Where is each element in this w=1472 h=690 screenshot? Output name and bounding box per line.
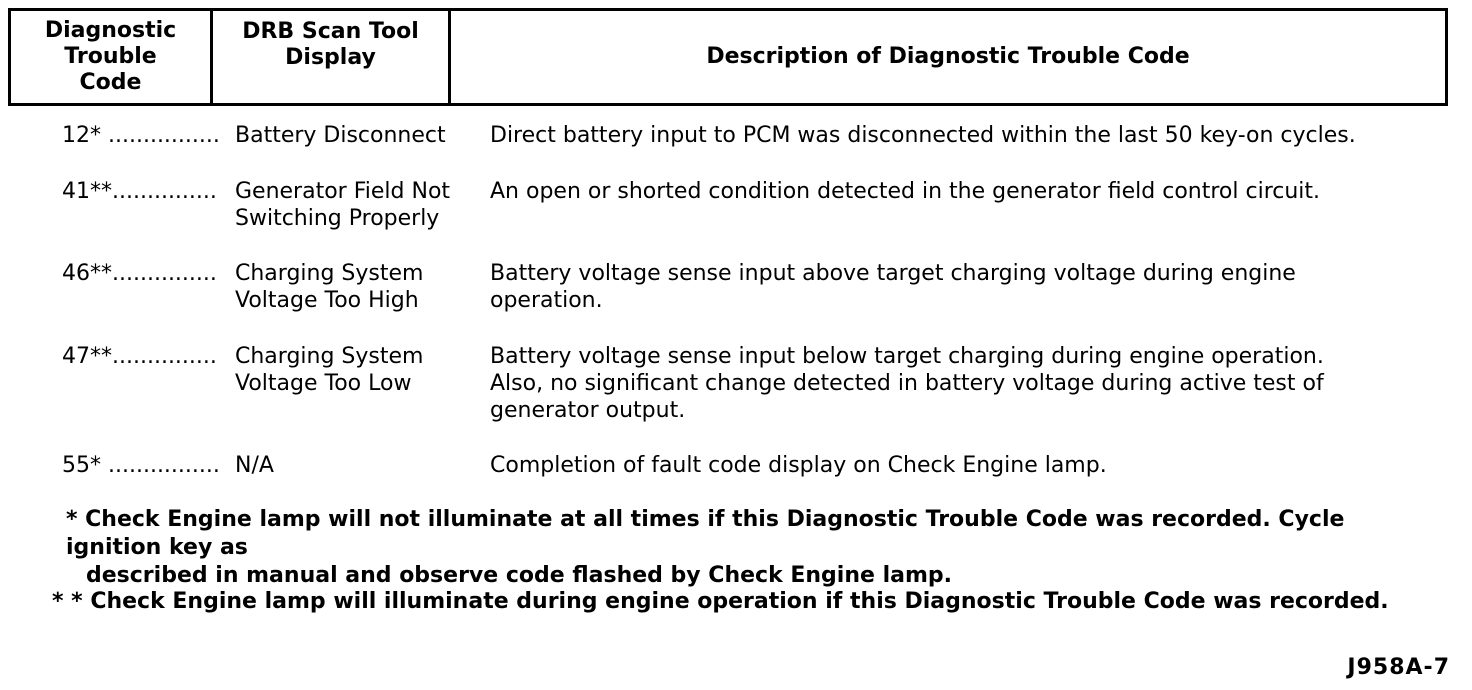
row-display-line: Voltage Too Low	[235, 371, 412, 396]
header-code-line-2: Trouble	[64, 44, 157, 69]
row-display-line: N/A	[235, 453, 274, 478]
footnote-single-star	[66, 506, 1416, 590]
header-code-line-3: Code	[79, 70, 142, 95]
header-description-column	[451, 11, 1445, 103]
footnote-line: * Check Engine lamp will not illuminate at all times if this Diagnostic Trouble Code was recorded. Cycle ignition key as	[66, 507, 1345, 560]
header-display-line-2: Display	[285, 45, 376, 70]
row-description-line: generator output.	[490, 398, 686, 423]
table-header	[8, 8, 1448, 106]
row-description	[490, 260, 1390, 314]
row-display-line: Charging System	[235, 344, 424, 369]
footnote-double-star: * * Check Engine lamp will illuminate during engine operation if this Diagnostic Trouble Code was recorded.	[52, 589, 1389, 614]
row-description-line: Completion of fault code display on Check Engine lamp.	[490, 453, 1107, 478]
row-code: 47**...............	[62, 344, 217, 369]
row-description	[490, 178, 1390, 205]
header-display-column	[213, 11, 451, 103]
row-description	[490, 452, 1390, 479]
row-display	[235, 343, 480, 397]
header-display-line-1: DRB Scan Tool	[242, 19, 419, 44]
footnote-line: described in manual and observe code flashed by Check Engine lamp.	[86, 563, 953, 588]
row-description	[490, 122, 1390, 149]
row-description-line: Direct battery input to PCM was disconnected within the last 50 key-on cycles.	[490, 123, 1356, 148]
row-description-line: Battery voltage sense input below target charging during engine operation.	[490, 344, 1324, 369]
row-description-line: Also, no significant change detected in battery voltage during active test of	[490, 371, 1324, 396]
row-description-line: Battery voltage sense input above target charging voltage during engine operation.	[490, 261, 1296, 313]
row-display	[235, 178, 480, 232]
row-display-line: Switching Properly	[235, 206, 440, 231]
row-display	[235, 260, 480, 314]
row-description	[490, 343, 1390, 424]
header-description-label: Description of Diagnostic Trouble Code	[706, 44, 1190, 69]
row-code: 12* ................	[62, 123, 220, 148]
row-code: 55* ................	[62, 453, 220, 478]
row-display-line: Generator Field Not	[235, 179, 451, 204]
header-code-column	[11, 11, 213, 103]
row-display	[235, 452, 480, 479]
row-display-line: Voltage Too High	[235, 288, 419, 313]
row-display	[235, 122, 480, 149]
row-display-line: Charging System	[235, 261, 424, 286]
row-description-line: An open or shorted condition detected in the generator field control circuit.	[490, 179, 1321, 204]
row-code: 46**...............	[62, 261, 217, 286]
figure-id: J958A-7	[1347, 655, 1450, 680]
header-code-line-1: Diagnostic	[44, 18, 177, 43]
row-display-line: Battery Disconnect	[235, 123, 446, 148]
row-code: 41**...............	[62, 179, 217, 204]
